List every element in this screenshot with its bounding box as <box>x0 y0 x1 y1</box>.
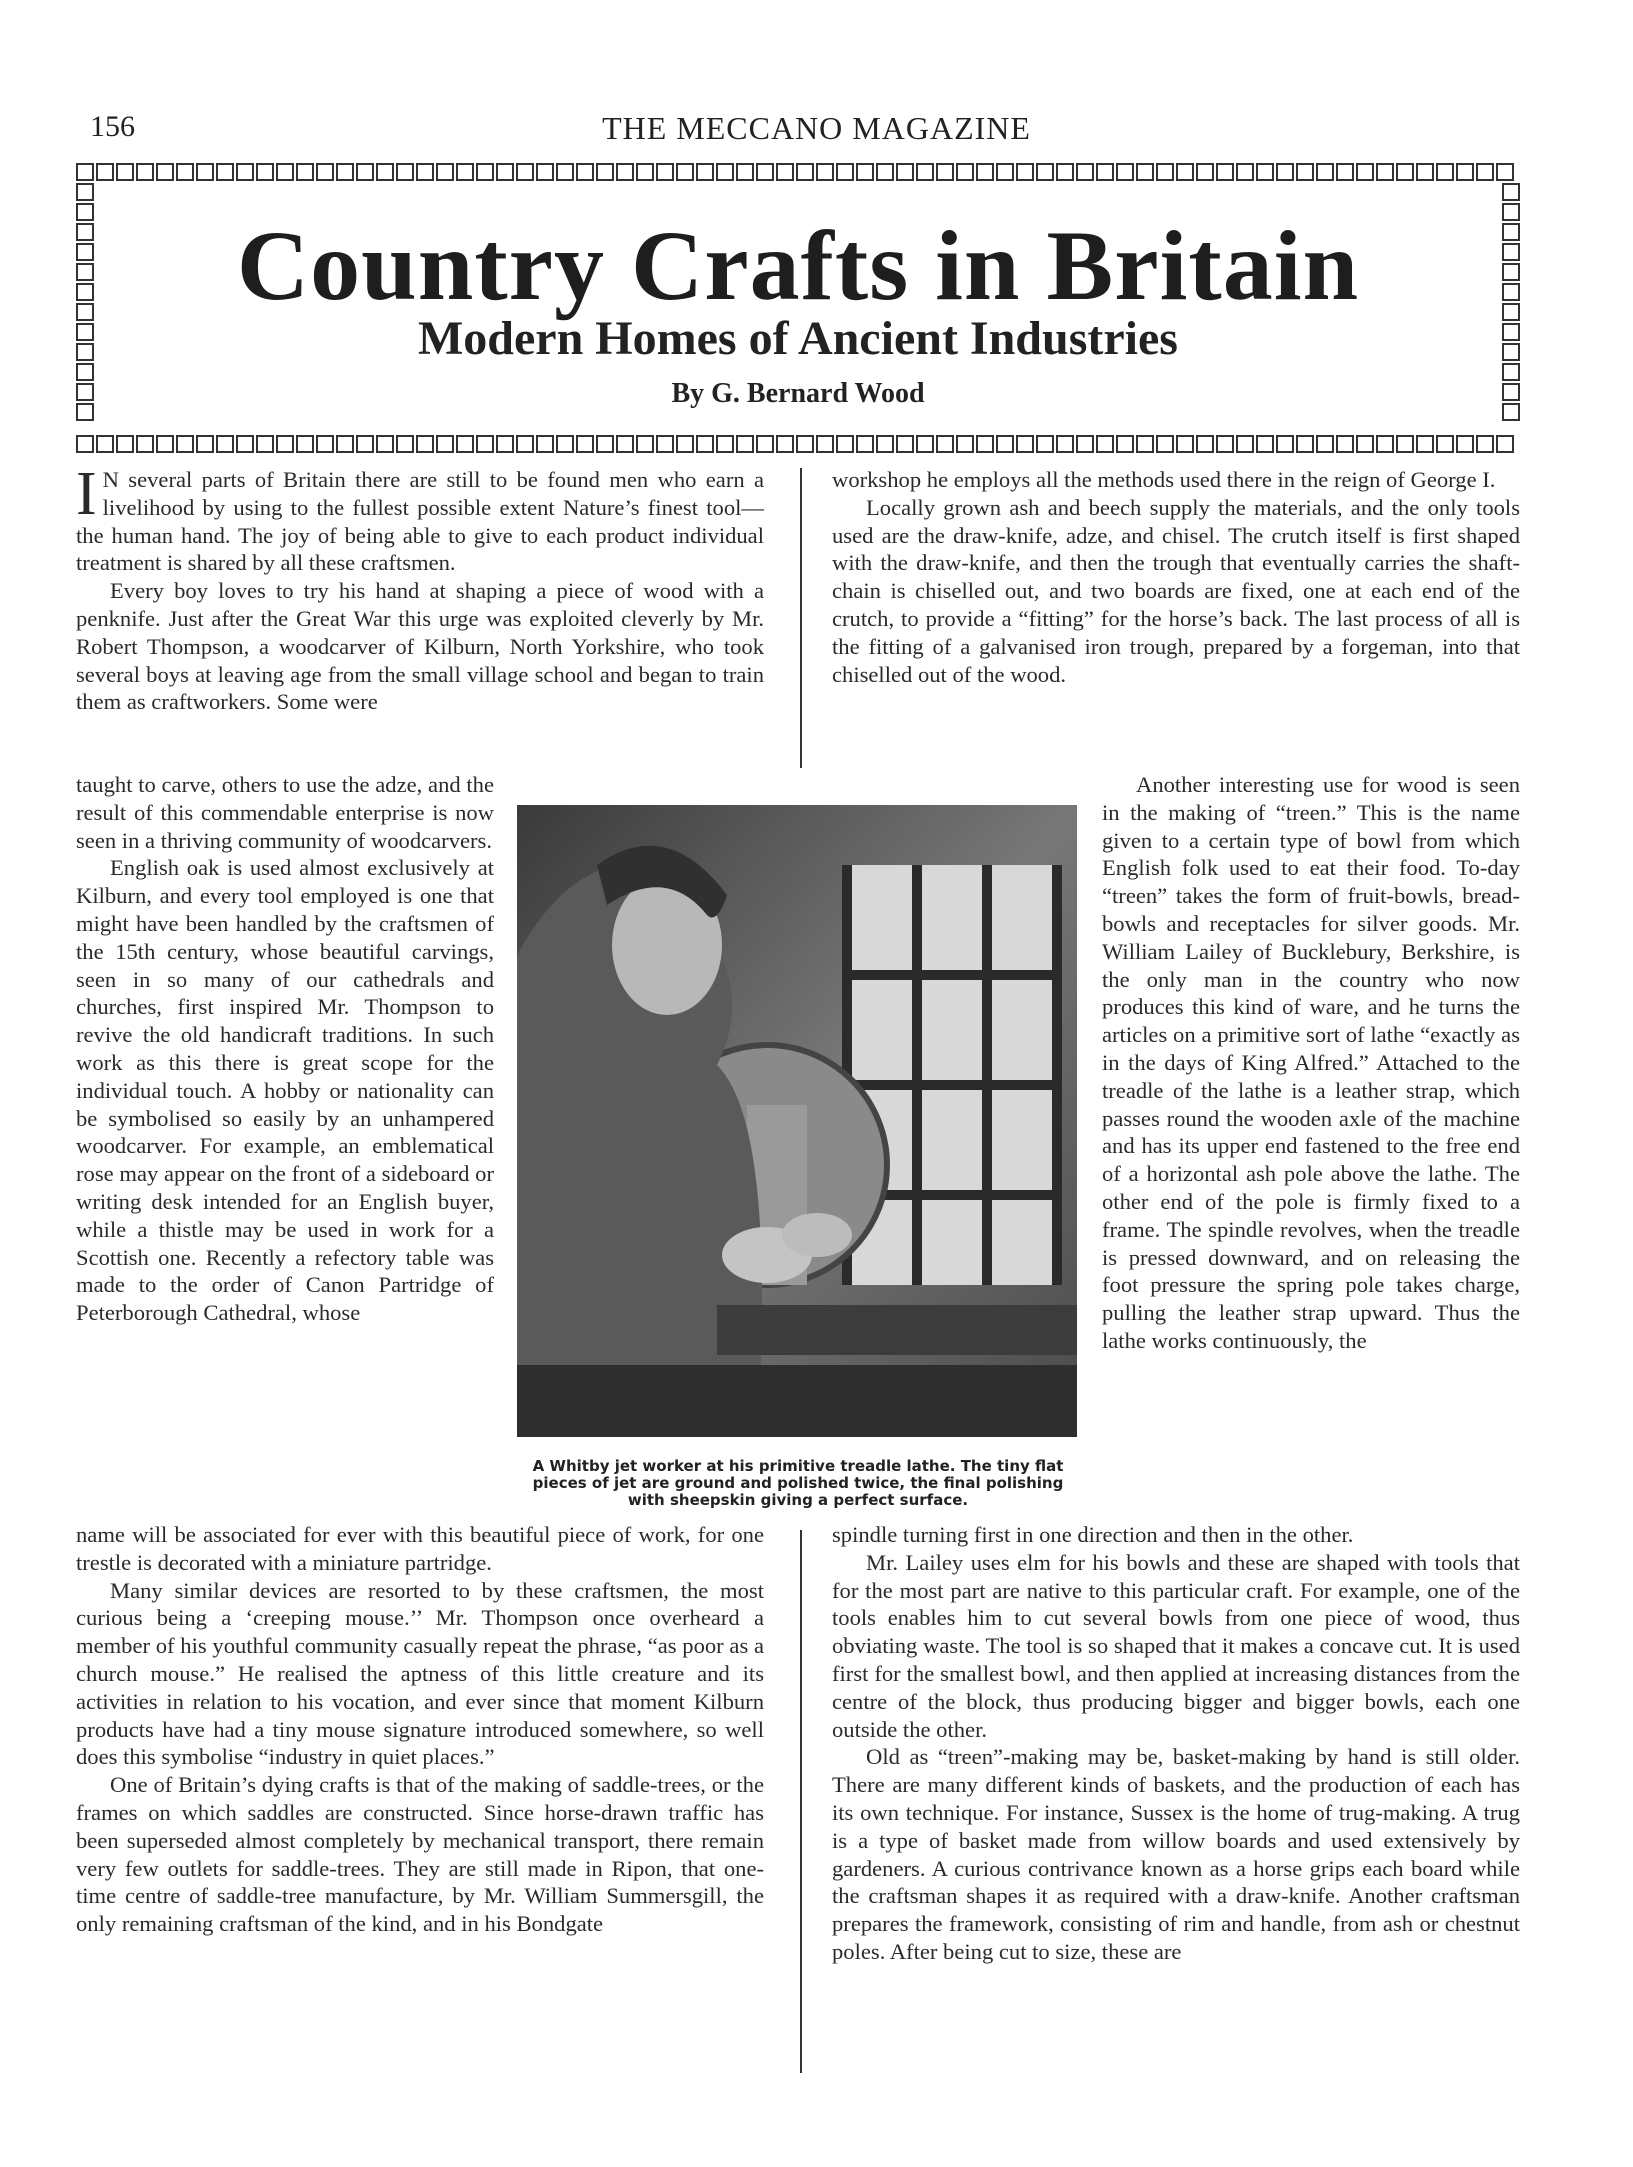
paragraph: taught to carve, others to use the adze, and the result of this commendable enterprise is now seen in a thriving community of woodcarvers. <box>76 772 494 853</box>
column-left-narrow <box>76 771 494 1327</box>
paragraph: Old as “treen”-making may be, basket-making by hand is still older. There are many different kinds of baskets, and the production of each has its own technique. For instance, Sussex is the home of trug-making. A trug is a type of basket made from willow boards and used extensively by gardeners. A curious contrivance known as a horse grips each board while the craftsman shapes it as required with a draw-knife. Another craftsman prepares the framework, consisting of rim and handle, from ash or chestnut poles. After being cut to size, these are <box>832 1744 1520 1964</box>
paragraph: English oak is used almost exclusively at Kilburn, and every tool employed is one that might have been handled by the craftsmen of the 15th century, whose beautiful carvings, seen in so many of our cathedrals and churches, first inspired Mr. Thompson to revive the old handicraft traditions. In such work as this there is great scope for the individual touch. A hobby or nationality can be symbolised so easily by an unhampered woodcarver. For example, an emblematical rose may appear on the front of a sideboard or writing desk intended for an English buyer, while a thistle may be used in work for a Scottish one. Recently a refectory table was made to the order of Canon Partridge of Peterborough Cathedral, whose <box>76 855 494 1326</box>
column-rule <box>800 1530 802 2073</box>
drop-cap: I <box>76 460 97 528</box>
paragraph <box>76 460 764 577</box>
paragraph: Mr. Lailey uses elm for his bowls and these are shaped with tools that for the most part are native to this particular craft. For example, one of the tools enables him to cut several bowls from one piece of wood, thus obviating waste. The tool is so shaped that it makes a concave cut. It is used first for the smallest bowl, and then applied at increasing distances from the centre of the block, thus producing bigger and bigger bowls, each one outside the other. <box>832 1549 1520 1742</box>
article-title: Country Crafts in Britain <box>236 210 1360 321</box>
column-right-narrow <box>1102 771 1520 1355</box>
article-subtitle: Modern Homes of Ancient Industries <box>418 312 1178 365</box>
column-right-top <box>832 466 1520 688</box>
paragraph: Locally grown ash and beech supply the materials, and the only tools used are the draw-knife, adze, and chisel. The crutch itself is first shaped with the draw-knife, and then the trough that eventually carries the shaft-chain is chiselled out, and two boards are fixed, one at each end of the crutch, to provide a “fitting” for the horse’s back. The last process of all is the fitting of a galvanised iron trough, prepared by a forgeman, into that chiselled out of the wood. <box>832 494 1520 687</box>
column-right-bottom <box>832 1521 1520 1966</box>
running-header <box>0 110 1633 150</box>
paragraph: spindle turning first in one direction and then in the other. <box>832 1522 1354 1547</box>
column-left-top <box>76 460 764 716</box>
title-box <box>76 163 1520 453</box>
photo-caption: A Whitby jet worker at his primitive treadle lathe. The tiny flat pieces of jet are ground and polished twice, the final polishing with sheepskin giving a perfect surface. <box>532 1457 1064 1509</box>
paragraph-text: N several parts of Britain there are still to be found men who earn a livelihood by using to the fullest possible extent Nature’s finest tool—the human hand. The joy of being able to give to each product individual treatment is shared by all these craftsmen. <box>76 467 764 576</box>
paragraph: Another interesting use for wood is seen in the making of “treen.” This is the name given to a certain type of bowl from which English folk used to eat their food. To-day “treen” takes the form of fruit-bowls, bread-bowls and receptacles for silver goods. Mr. William Lailey of Bucklebury, Berkshire, is the only man in the country who now produces this kind of ware, and he turns the articles on a primitive sort of lathe “exactly as in the days of King Alfred.” Attached to the treadle of the lathe is a leather strap, which passes round the wooden axle of the machine and has its upper end fastened to the free end of a horizontal ash pole above the lathe. The other end of the pole is firmly fixed to a frame. The spindle revolves, when the treadle is pressed downward, and on releasing the foot pressure the spring pole takes charge, pulling the leather strap upward. Thus the lathe works continuously, the <box>1102 772 1520 1353</box>
column-left-bottom <box>76 1521 764 1938</box>
article-byline: By G. Bernard Wood <box>671 378 925 409</box>
paragraph: One of Britain’s dying crafts is that of the making of saddle-trees, or the frames on which saddles are constructed. Since horse-drawn traffic has been superseded almost completely by mechanical transport, there remain very few outlets for saddle-trees. They are still made in Ripon, that one-time centre of saddle-tree manufacture, by Mr. William Summersgill, the only remaining craftsman of the kind, and in his Bondgate <box>76 1772 764 1937</box>
paragraph: Many similar devices are resorted to by these craftsmen, the most curious being a ‘creeping mouse.’’ Mr. Thompson once overheard a member of his youthful community casually repeat the phrase, “as poor as a church mouse.” He realised the aptness of this little creature and its activities in relation to his vocation, and ever since that moment Kilburn products have had a tiny mouse signature introduced somewhere, so well does this symbolise “industry in quiet places.” <box>76 1577 764 1770</box>
paragraph: name will be associated for ever with this beautiful piece of work, for one trestle is decorated with a miniature partridge. <box>76 1522 764 1575</box>
column-rule <box>800 468 802 768</box>
page-number: 156 <box>90 110 135 143</box>
magazine-title: THE MECCANO MAGAZINE <box>602 110 1031 146</box>
article-photo <box>517 805 1077 1437</box>
paragraph: Every boy loves to try his hand at shaping a piece of wood with a penknife. Just after the Great War this urge was exploited cleverly by Mr. Robert Thompson, a woodcarver of Kilburn, North Yorkshire, who took several boys at leaving age from the small village school and began to train them as craftworkers. Some were <box>76 578 764 715</box>
jet-worker-photo <box>517 805 1077 1437</box>
paragraph: workshop he employs all the methods used there in the reign of George I. <box>832 467 1496 492</box>
